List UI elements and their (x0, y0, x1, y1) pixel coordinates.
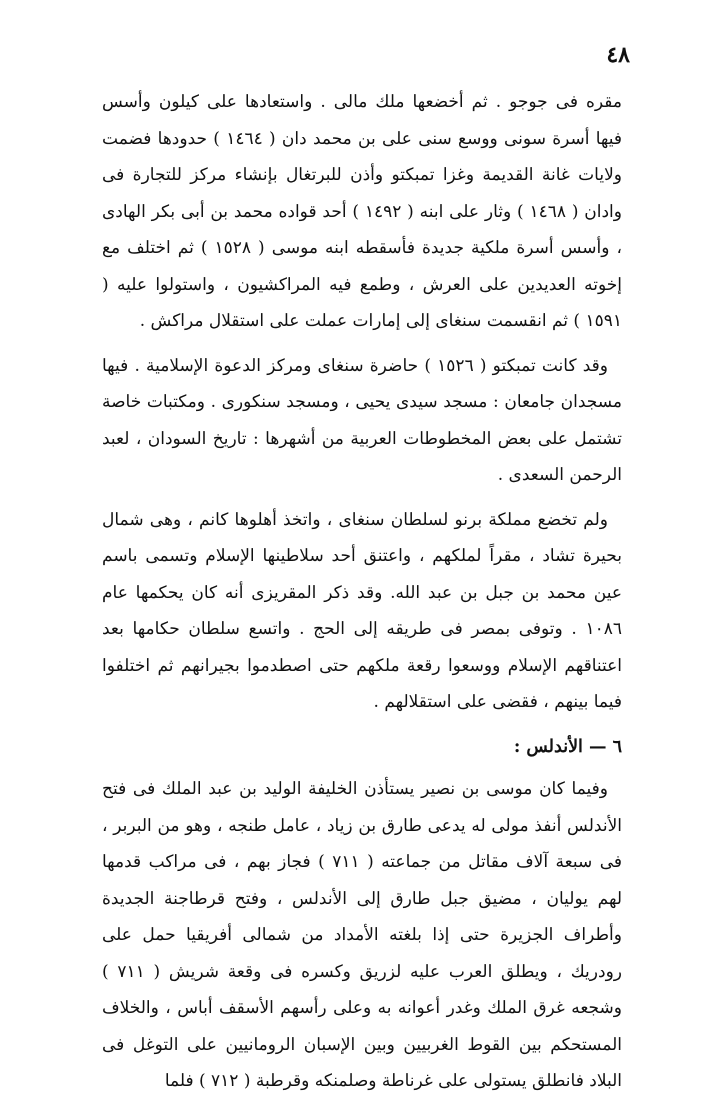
paragraph-andalus: وفيما كان موسى بن نصير يستأذن الخليفة الوليد بن عبد الملك فى فتح الأندلس أنفذ مولى له يدعى طارق بن زياد ، عامل طنجه ، وهو من البربر ، فى سبعة آلاف مقاتل من جماعته ( ٧١١ ) فجاز بهم ، فى مراكب قدمها لهم يوليان ، مضيق جبل طارق إلى الأندلس ، وفتح قرطاجنة الجديدة وأطراف الجزيرة حتى إذا بلغته الأمداد من شمالى أفريقيا حمل على رودريك ، ويطلق العرب عليه لزريق وكسره فى وقعة شريش ( ٧١١ ) وشجعه غرق الملك وغدر أعوانه به وعلى رأسهم الأسقف أباس ، والخلاف المستحكم بين القوط الغربيين وبين الإسبان الرومانيين على التوغل فى البلاد فانطلق يستولى على غرناطة وصلمنكه وقرطبة ( ٧١٢ ) فلما (102, 779, 622, 1091)
body-text (102, 84, 622, 1108)
paragraph-timbuktu: وقد كانت تمبكتو ( ١٥٢٦ ) حاضرة سنغاى ومركز الدعوة الإسلامية . فيها مسجدان جامعان : مسجد سيدى يحيى ، ومسجد سنكورى . ومكتبات خاصة تشتمل على بعض المخطوطات العربية من أشهرها : تاريخ السودان ، لعبد الرحمن السعدى . (102, 355, 622, 485)
paragraph-songhai: مقره فى جوجو . ثم أخضعها ملك مالى . واستعادها على كيلون وأسس فيها أسرة سونى ووسع سنى على بن محمد دان ( ١٤٦٤ ) حدودها فضمت ولايات غانة القديمة وغزا تمبكتو وأذن للبرتغال بإنشاء مركز للتجارة فى وادان ( ١٤٦٨ ) وثار على ابنه ( ١٤٩٢ ) أحد قواده محمد بن أبى بكر الهادى ، وأسس أسرة ملكية جديدة فأسقطه ابنه موسى ( ١٥٢٨ ) ثم اختلف مع إخوته العديدين على العرش ، وطمع فيه المراكشيون ، واستولوا عليه ( ١٥٩١ ) ثم انقسمت سنغاى إلى إمارات عملت على استقلال مراكش . (102, 92, 623, 331)
section-heading-andalus: ٦ — الأندلس : (513, 736, 622, 757)
page-number: ٤٨ (606, 42, 630, 68)
paragraph-bornu: ولم تخضع مملكة برنو لسلطان سنغاى ، واتخذ أهلوها كانم ، وهى شمال بحيرة تشاد ، مقراً لملكهم ، واعتنق أحد سلاطينها الإسلام وتسمى باسم عين محمد بن جبل بن عبد الله. وقد ذكر المقريزى أنه كان يحكمها عام ١٠٨٦ . وتوفى بمصر فى طريقه إلى الحج . واتسع سلطان حكامها بعد اعتناقهم الإسلام ووسعوا رقعة ملكهم حتى اصطدموا بجيرانهم ثم اختلفوا فيما بينهم ، فقضى على استقلالهم . (102, 509, 622, 712)
